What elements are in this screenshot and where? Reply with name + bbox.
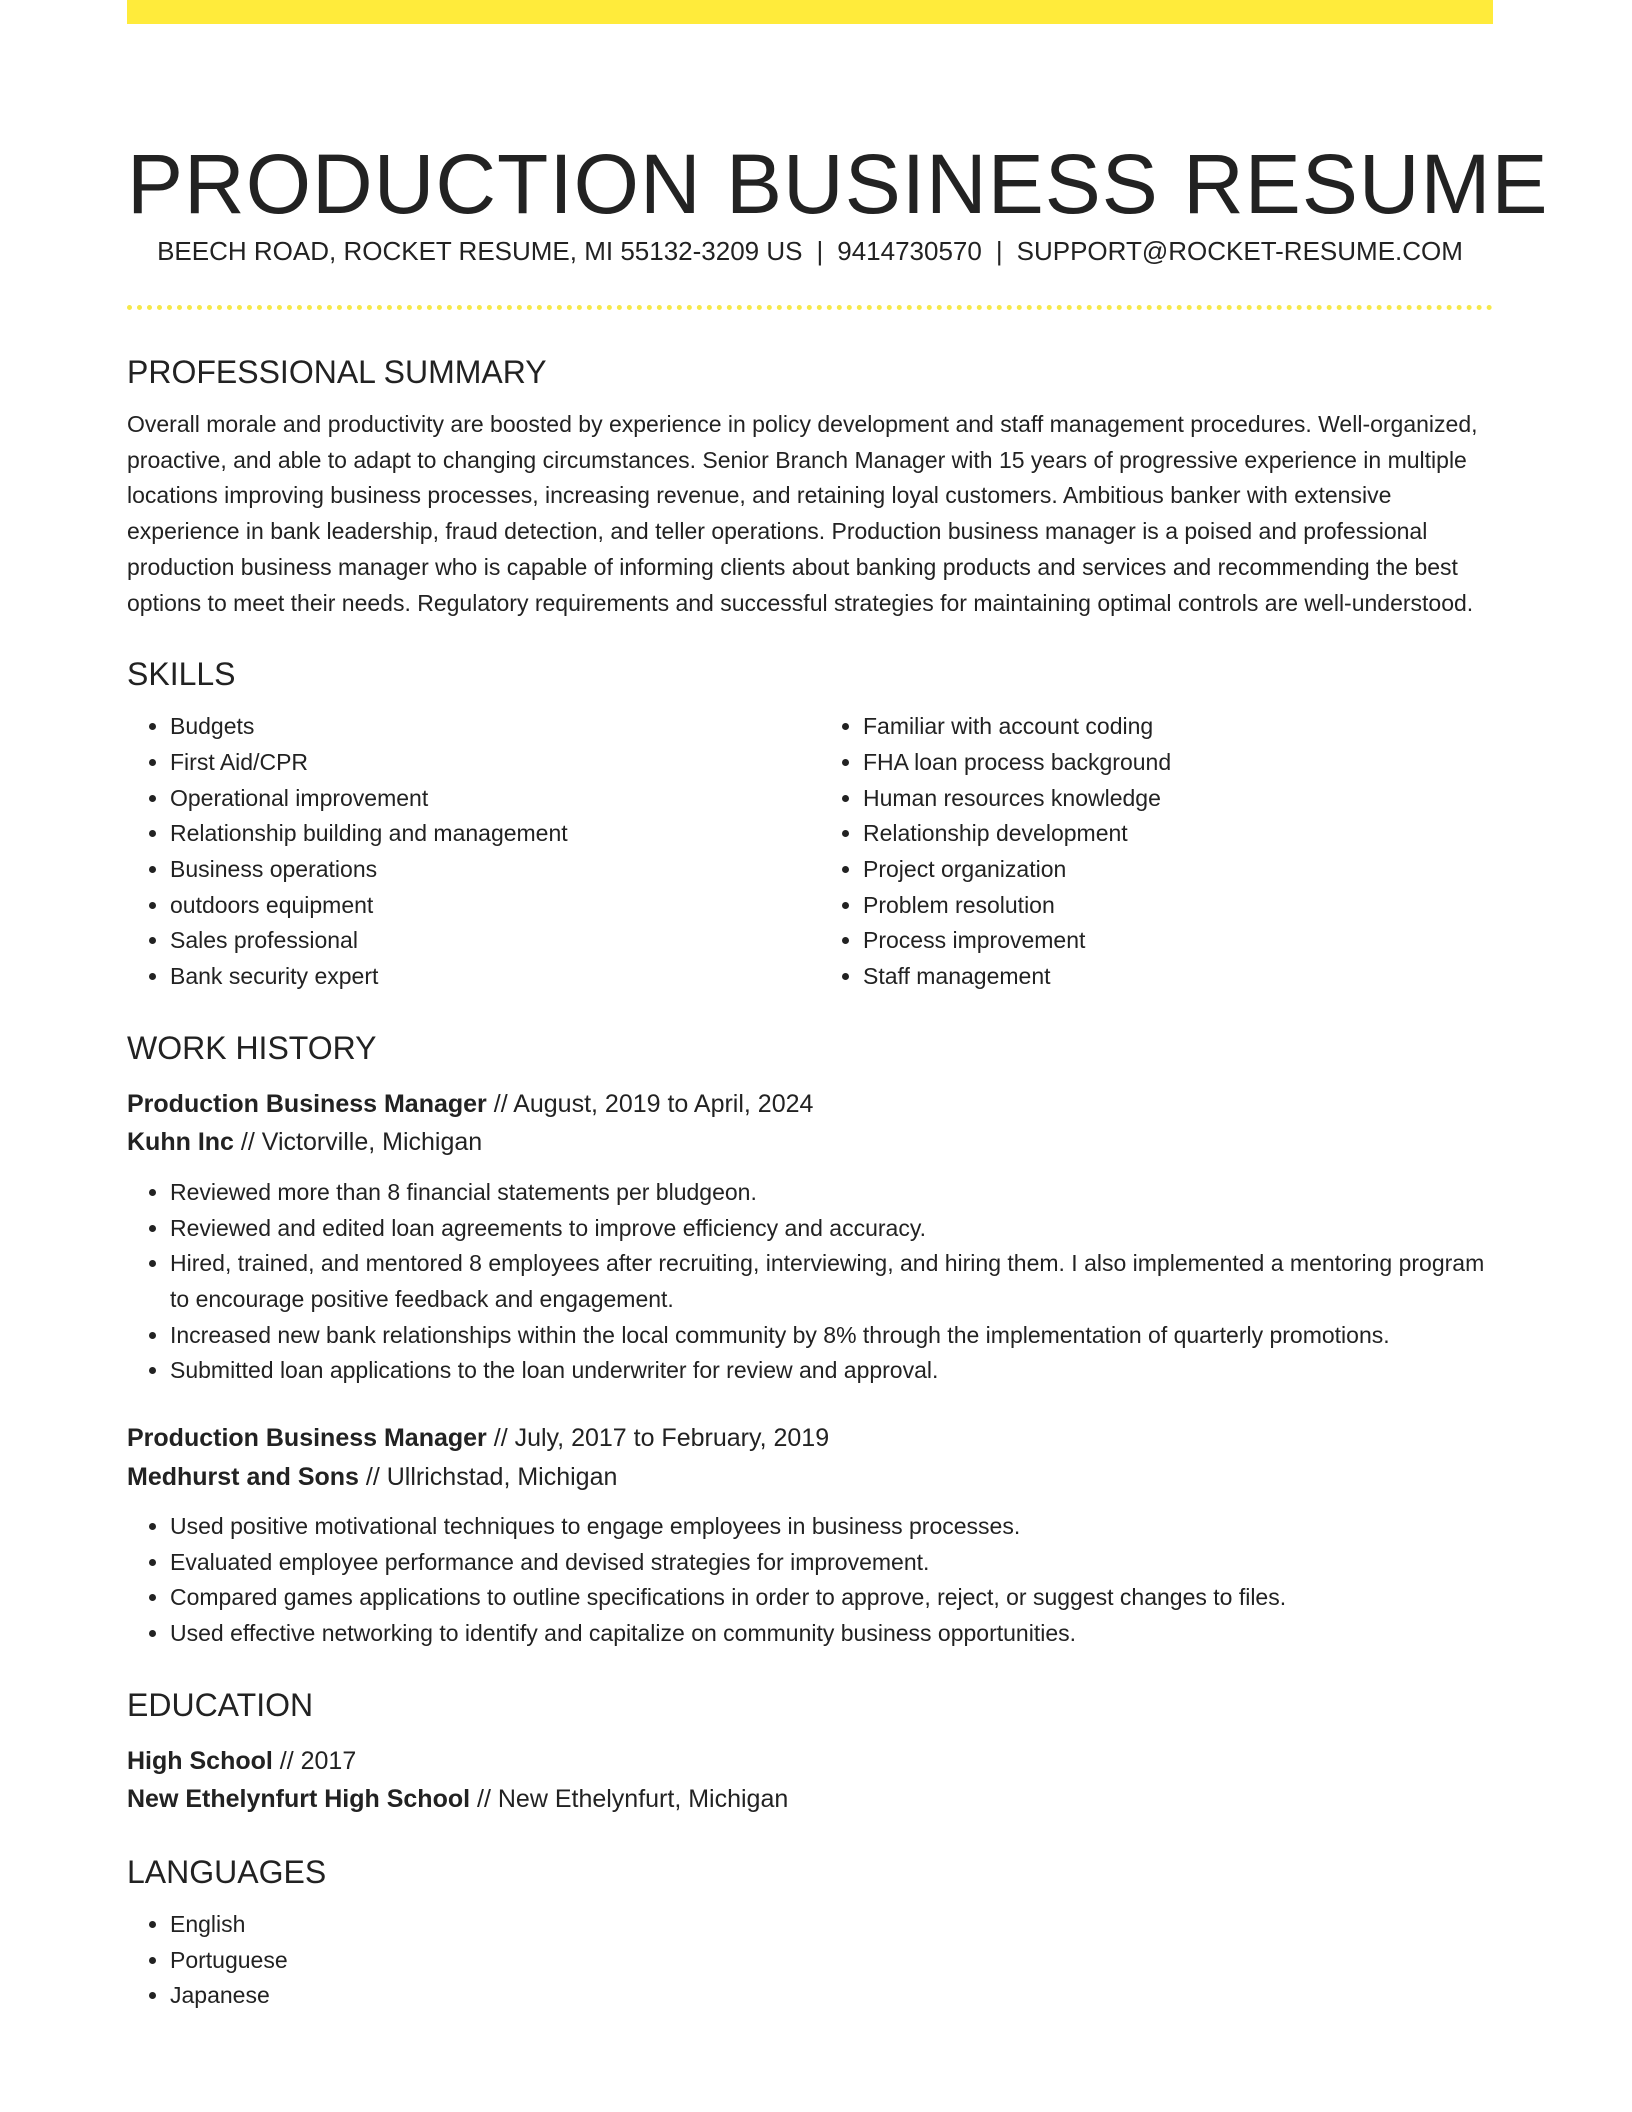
language-item: • Japanese bbox=[170, 1978, 1493, 2014]
education-school: New Ethelynfurt High School bbox=[127, 1785, 471, 1814]
top-accent-bar bbox=[127, 0, 1493, 24]
job-achievement: • Used effective networking to identify and capitalize on community business opportunities. bbox=[170, 1616, 1493, 1652]
contact-separator: | bbox=[995, 236, 1003, 266]
contact-line bbox=[127, 234, 1493, 268]
job-entry bbox=[127, 1419, 1493, 1652]
education-location: // New Ethelynfurt, Michigan bbox=[470, 1785, 789, 1814]
education-degree-line bbox=[127, 1742, 1493, 1781]
education-year: // 2017 bbox=[272, 1746, 357, 1775]
job-achievement: • Reviewed more than 8 financial statements per bludgeon. bbox=[170, 1175, 1493, 1211]
languages-heading: LANGUAGES bbox=[127, 1853, 327, 1890]
skill-item: • First Aid/CPR bbox=[170, 745, 800, 781]
job-achievement: • Used positive motivational techniques to engage employees in business processes. bbox=[170, 1509, 1493, 1545]
skills-left-list bbox=[127, 709, 800, 995]
company-name: Medhurst and Sons bbox=[127, 1462, 359, 1491]
job-title-line bbox=[127, 1419, 1493, 1458]
company-line bbox=[127, 1458, 1493, 1497]
professional-summary-heading: PROFESSIONAL SUMMARY bbox=[127, 354, 547, 390]
job-achievements-list bbox=[127, 1509, 1493, 1652]
resume-title: PRODUCTION BUSINESS RESUME bbox=[127, 137, 1549, 232]
skill-item: • outdoors equipment bbox=[170, 888, 800, 924]
contact-separator: | bbox=[816, 236, 824, 266]
job-title-line bbox=[127, 1085, 1493, 1124]
skill-item: • Operational improvement bbox=[170, 781, 800, 817]
job-title: Production Business Manager bbox=[127, 1089, 487, 1118]
job-dates: // August, 2019 to April, 2024 bbox=[486, 1089, 814, 1118]
job-achievement: • Compared games applications to outline specifications in order to approve, reject, or suggest changes to files. bbox=[170, 1580, 1493, 1616]
skill-item: • Human resources knowledge bbox=[863, 781, 1493, 817]
skills-right-list bbox=[820, 709, 1493, 995]
skill-item: • FHA loan process background bbox=[863, 745, 1493, 781]
job-achievement: • Increased new bank relationships within the local community by 8% through the implementation of quarterly promotions. bbox=[170, 1318, 1493, 1354]
professional-summary-text: Overall morale and productivity are boosted by experience in policy development and staff management procedures. Well-organized, proactive, and able to adapt to changing circumstances. Senior Branch Manager with 15 years of progressive experience in multiple locations improving business processes, increasing revenue, and retaining loyal customers. Ambitious banker with extensive experience in bank leadership, fraud detection, and teller operations. Production business manager is a poised and professional production business manager who is capable of informing clients about banking products and services and recommending the best options to meet their needs. Regulatory requirements and successful strategies for maintaining optimal controls are well-understood. bbox=[127, 411, 1478, 616]
contact-phone: 9414730570 bbox=[837, 236, 982, 266]
header-divider bbox=[127, 305, 1493, 310]
skills-section bbox=[127, 654, 1493, 995]
resume-content bbox=[127, 352, 1493, 2014]
skill-item: • Budgets bbox=[170, 709, 800, 745]
education-school-line bbox=[127, 1780, 1493, 1819]
company-location: // Victorville, Michigan bbox=[233, 1128, 483, 1157]
job-entry bbox=[127, 1085, 1493, 1389]
education-entry bbox=[127, 1742, 1493, 1819]
skill-item: • Project organization bbox=[863, 852, 1493, 888]
languages-list bbox=[127, 1907, 1493, 2014]
skill-item: • Relationship development bbox=[863, 816, 1493, 852]
company-line bbox=[127, 1123, 1493, 1162]
skill-item: • Sales professional bbox=[170, 923, 800, 959]
language-item: • English bbox=[170, 1907, 1493, 1943]
job-title: Production Business Manager bbox=[127, 1424, 487, 1453]
job-achievement: • Evaluated employee performance and devised strategies for improvement. bbox=[170, 1545, 1493, 1581]
company-name: Kuhn Inc bbox=[127, 1128, 234, 1157]
education-section bbox=[127, 1685, 1493, 1819]
job-achievement: • Submitted loan applications to the loan underwriter for review and approval. bbox=[170, 1353, 1493, 1389]
work-history-heading: WORK HISTORY bbox=[127, 1029, 377, 1066]
professional-summary-section bbox=[127, 352, 1493, 621]
skill-item: • Staff management bbox=[863, 959, 1493, 995]
job-dates: // July, 2017 to February, 2019 bbox=[486, 1424, 830, 1453]
job-achievements-list bbox=[127, 1175, 1493, 1389]
skill-item: • Business operations bbox=[170, 852, 800, 888]
skill-item: • Familiar with account coding bbox=[863, 709, 1493, 745]
job-achievement: • Reviewed and edited loan agreements to improve efficiency and accuracy. bbox=[170, 1211, 1493, 1247]
languages-section bbox=[127, 1852, 1493, 2014]
language-item: • Portuguese bbox=[170, 1943, 1493, 1979]
contact-email: SUPPORT@ROCKET-RESUME.COM bbox=[1016, 236, 1463, 266]
skill-item: • Relationship building and management bbox=[170, 816, 800, 852]
skill-item: • Problem resolution bbox=[863, 888, 1493, 924]
education-degree: High School bbox=[127, 1746, 273, 1775]
company-location: // Ullrichstad, Michigan bbox=[358, 1462, 618, 1491]
skills-heading: SKILLS bbox=[127, 656, 236, 693]
job-achievement: • Hired, trained, and mentored 8 employees after recruiting, interviewing, and hiring them. I also implemented a mentoring program to encourage positive feedback and engagement. bbox=[170, 1246, 1493, 1317]
contact-address: BEECH ROAD, ROCKET RESUME, MI 55132-3209 US bbox=[157, 236, 803, 266]
skill-item: • Process improvement bbox=[863, 923, 1493, 959]
work-history-section bbox=[127, 1028, 1493, 1652]
skills-grid bbox=[127, 709, 1493, 995]
education-heading: EDUCATION bbox=[127, 1686, 314, 1723]
skill-item: • Bank security expert bbox=[170, 959, 800, 995]
